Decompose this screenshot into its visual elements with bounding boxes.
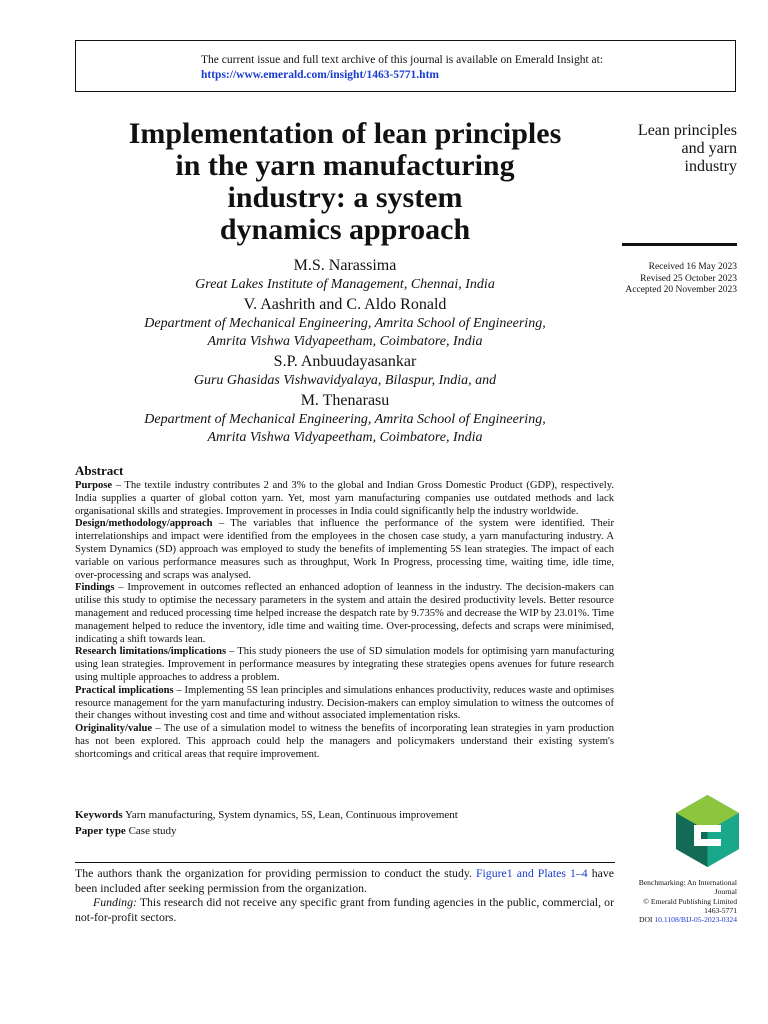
received-date: Received 16 May 2023 xyxy=(648,262,737,272)
funding-statement xyxy=(75,895,614,924)
abstract-section-limitations xyxy=(75,646,614,684)
funding-text: This research did not receive any specific grant from funding agencies in the public, commercial, or not-for-profit sectors. xyxy=(75,895,614,924)
figure-plates-link[interactable]: Figure1 and Plates 1–4 xyxy=(475,866,588,880)
section-text: – The textile industry contributes 2 and 3% to the global and Indian Gross Domestic Product (GDP), respectively. India supplies a quarter of global cotton yarn. Yet, most yarn manufacturing companies use outdated methods and lack organisational skills and strategies. Improvement in processes in India could significantly help the industry worldwide. xyxy=(75,480,614,517)
ack-text: The authors thank the organization for providing permission to conduct the study. xyxy=(75,866,476,880)
journal-url-link[interactable]: https://www.emerald.com/insight/1463-5771.htm xyxy=(201,69,439,81)
author-affiliation: Department of Mechanical Engineering, Amrita School of Engineering, xyxy=(144,316,546,331)
journal-info xyxy=(600,878,737,924)
title-line: in the yarn manufacturing xyxy=(175,149,515,182)
emerald-logo-icon xyxy=(676,795,739,867)
footnote-divider xyxy=(75,862,615,863)
author-block xyxy=(75,255,615,447)
abstract-section-practical xyxy=(75,685,614,723)
journal-archive-notice xyxy=(75,40,736,92)
section-text: – Improvement in outcomes reflected an enhanced adoption of leanness in the industry. The decision-makers can utilise this study to optimise the necessary parameters in the system and attain the desired productivity levels. Better resource management and reduced processing time helped increase the despatch rate by 9.735% and decrease the WIP by 23.01%. Time management helped to reduce the inventory, idle time and waiting time. Over-processing, defects and scraps were minimised, indicating a shift towards lean. xyxy=(75,582,614,645)
keywords-line xyxy=(75,809,458,821)
author-name: M.S. Narassima xyxy=(293,257,397,274)
footnote xyxy=(75,866,614,924)
journal-name-cont: Journal xyxy=(714,887,737,897)
section-text: – This study pioneers the use of SD simulation models for optimising yarn manufacturing using lean strategies. Improvement in performance measures by integrating these strategies opens avenues for future research using multiple approaches to address a problem. xyxy=(75,646,614,683)
keywords-label: Keywords xyxy=(75,809,123,821)
abstract-section-purpose xyxy=(75,480,614,518)
article-title xyxy=(75,118,615,246)
copyright-line: © Emerald Publishing Limited xyxy=(643,896,737,906)
author-affiliation: Amrita Vishwa Vidyapeetham, Coimbatore, India xyxy=(207,430,483,445)
section-label: Originality/value xyxy=(75,723,153,735)
author-affiliation: Great Lakes Institute of Management, Chennai, India xyxy=(195,277,495,292)
revised-date: Revised 25 October 2023 xyxy=(640,273,737,284)
accepted-date: Accepted 20 November 2023 xyxy=(625,285,737,295)
author-name: M. Thenarasu xyxy=(300,392,390,409)
author-name: V. Aashrith and C. Aldo Ronald xyxy=(243,296,447,313)
abstract-heading: Abstract xyxy=(75,463,124,478)
running-head-rule xyxy=(622,243,737,246)
section-label: Research limitations/implications xyxy=(75,646,227,658)
abstract-section-design xyxy=(75,518,614,582)
abstract-body xyxy=(75,480,614,762)
title-line: dynamics approach xyxy=(219,213,471,246)
doi-label: DOI xyxy=(638,915,655,925)
journal-name: Benchmarking: An International xyxy=(638,878,737,887)
author-affiliation: Department of Mechanical Engineering, Amrita School of Engineering, xyxy=(144,412,546,427)
funding-label: Funding: xyxy=(93,895,137,909)
doi-link[interactable]: 10.1108/BIJ-05-2023-0324 xyxy=(654,915,737,925)
paper-type-text: Case study xyxy=(125,825,177,837)
running-head-line: and yarn xyxy=(681,140,737,157)
author-name: S.P. Anbuudayasankar xyxy=(273,353,417,370)
keywords-text: Yarn manufacturing, System dynamics, 5S, Lean, Continuous improvement xyxy=(122,809,458,821)
author-affiliation: Guru Ghasidas Vishwavidyalaya, Bilaspur, India, and xyxy=(193,373,497,388)
acknowledgement xyxy=(75,866,614,895)
section-label: Purpose xyxy=(75,480,113,491)
paper-type-label: Paper type xyxy=(75,825,126,837)
abstract-section-originality xyxy=(75,723,614,761)
title-line: Implementation of lean principles xyxy=(128,117,562,150)
doi-line xyxy=(600,915,737,924)
article-history-dates xyxy=(600,262,737,297)
title-line: industry: a system xyxy=(227,181,463,214)
running-head-line: Lean principles xyxy=(637,122,737,139)
section-text: – Implementing 5S lean principles and simulations enhances productivity, reduces waste and optimises resource management for the yarn manufacturing industry. Decision-makers can employ simulation to witness the outcomes of their changes without investing cost and time and without associated implementation risks. xyxy=(75,684,615,722)
archive-notice-text: The current issue and full text archive of this journal is available on Emerald Insight at: xyxy=(201,54,604,66)
section-text: – The use of a simulation model to witness the benefits of incorporating lean strategies in yarn production has not been explored. This approach could help the managers and policymakers understand their existing system's shortcomings and critical areas that require improvement. xyxy=(75,723,614,760)
ack-text-end: have been included after seeking permission from the organization. xyxy=(75,866,614,895)
author-affiliation: Amrita Vishwa Vidyapeetham, Coimbatore, India xyxy=(207,334,483,349)
abstract-section-findings xyxy=(75,582,614,646)
section-label: Design/methodology/approach xyxy=(75,518,213,530)
section-label: Findings xyxy=(75,582,115,594)
section-label: Practical implications xyxy=(75,684,174,696)
running-head-line: industry xyxy=(684,158,737,175)
paper-type-line xyxy=(75,825,177,837)
running-head xyxy=(600,122,737,176)
issn-line: 1463-5771 xyxy=(704,905,737,915)
section-text: – The variables that influence the performance of the system were identified. Their interrelationships and impact were identified from the employees in the chosen case study, a yarn manufacturing industry. A System Dynamics (SD) approach was employed to study the benefits of implementing 5S lean strategies. The impact of each variable on various performance measures such as throughput, Work In Progress, processing time, waiting time, idle time, over-processing and scraps was analysed. xyxy=(75,518,614,581)
